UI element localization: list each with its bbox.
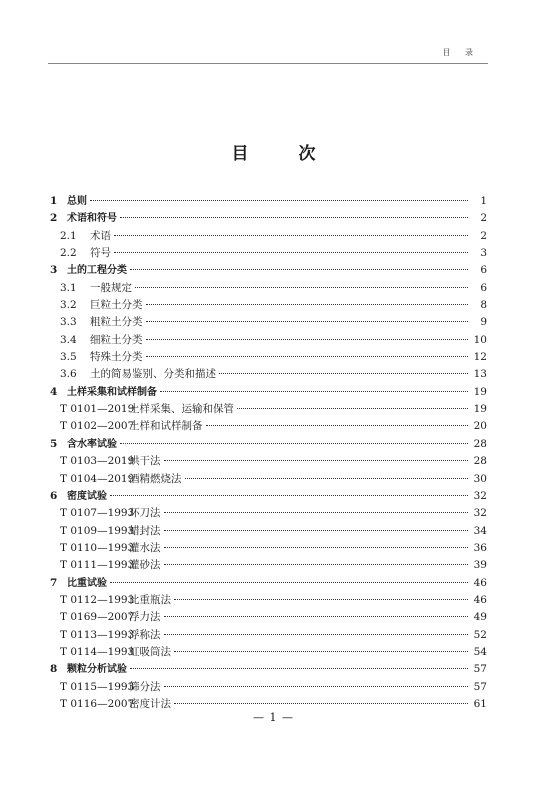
toc-standard-entry[interactable] xyxy=(50,627,487,644)
toc-chapter-entry[interactable] xyxy=(50,488,487,505)
header-rule xyxy=(48,63,488,64)
toc-section-entry[interactable] xyxy=(50,245,487,262)
toc-entry-page: 1 xyxy=(480,195,487,207)
toc-standard-entry[interactable] xyxy=(50,418,487,435)
toc-entry-page: 13 xyxy=(473,368,487,381)
toc-entry-title: 总则 xyxy=(67,196,87,207)
table-of-contents xyxy=(50,193,487,713)
toc-chapter-entry[interactable] xyxy=(50,661,487,678)
toc-entry-page: 2 xyxy=(480,212,487,225)
toc-entry-number: 3.5 xyxy=(60,351,77,364)
dot-leader xyxy=(146,356,469,357)
toc-entry-page: 46 xyxy=(473,593,487,606)
dot-leader xyxy=(146,339,469,340)
toc-entry-number: 3.6 xyxy=(60,368,77,381)
toc-entry-title: 土样采集和试样制备 xyxy=(67,386,157,398)
toc-entry-title: 浮称法 xyxy=(129,628,161,641)
toc-entry-number: 2.1 xyxy=(60,229,77,242)
dot-leader xyxy=(164,530,469,531)
toc-standard-entry[interactable] xyxy=(50,453,487,470)
dot-leader xyxy=(146,304,469,305)
toc-entry-page: 52 xyxy=(473,628,487,641)
page-number: — 1 — xyxy=(253,711,294,724)
toc-entry-number: T 0112—1993 xyxy=(60,593,135,606)
toc-entry-number: T 0102—2007 xyxy=(60,420,135,433)
toc-entry-number: 5 xyxy=(50,437,58,450)
toc-entry-number: T 0113—1993 xyxy=(60,628,135,641)
toc-standard-entry[interactable] xyxy=(50,644,487,661)
running-head: 目 录 xyxy=(442,48,479,57)
toc-standard-entry[interactable] xyxy=(50,540,487,557)
toc-entry-title: 蜡封法 xyxy=(129,524,161,537)
toc-entry-page: 28 xyxy=(473,455,487,468)
toc-entry-title: 烘干法 xyxy=(129,455,161,468)
toc-section-entry[interactable] xyxy=(50,280,487,297)
toc-section-entry[interactable] xyxy=(50,349,487,366)
toc-entry-title: 巨粒土分类 xyxy=(90,299,143,312)
page-title: 目 次 xyxy=(231,144,338,164)
toc-chapter-entry[interactable] xyxy=(50,193,487,210)
toc-entry-title: 含水率试验 xyxy=(67,438,117,450)
toc-entry-page: 19 xyxy=(473,385,487,398)
toc-entry-number: T 0101—2019 xyxy=(60,403,135,416)
toc-entry-number: 3.4 xyxy=(60,333,77,346)
toc-entry-page: 57 xyxy=(473,680,487,693)
toc-entry-title: 粗粒土分类 xyxy=(90,316,143,329)
toc-entry-number: 2.2 xyxy=(60,247,77,260)
dot-leader xyxy=(164,634,469,635)
toc-entry-number: 2 xyxy=(50,212,58,225)
dot-leader xyxy=(130,668,468,669)
toc-entry-page: 19 xyxy=(473,403,487,416)
toc-entry-title: 符号 xyxy=(90,247,111,260)
dot-leader xyxy=(114,235,468,236)
dot-leader xyxy=(164,686,469,687)
dot-leader xyxy=(90,200,468,201)
toc-standard-entry[interactable] xyxy=(50,505,487,522)
toc-entry-title: 土样采集、运输和保管 xyxy=(129,403,234,416)
toc-entry-title: 灌水法 xyxy=(129,541,161,554)
toc-entry-number: T 0107—1993 xyxy=(60,507,135,520)
toc-entry-page: 57 xyxy=(473,663,487,676)
toc-entry-title: 浮力法 xyxy=(129,611,161,624)
toc-entry-title: 土的工程分类 xyxy=(67,265,127,277)
dot-leader xyxy=(219,373,468,374)
toc-standard-entry[interactable] xyxy=(50,471,487,488)
toc-entry-page: 39 xyxy=(473,559,487,572)
toc-entry-title: 术语 xyxy=(90,229,111,242)
dot-leader xyxy=(206,425,469,426)
toc-entry-title: 术语和符号 xyxy=(67,213,117,225)
toc-standard-entry[interactable] xyxy=(50,557,487,574)
toc-entry-title: 土的简易鉴别、分类和描述 xyxy=(90,368,216,381)
dot-leader xyxy=(114,252,468,253)
dot-leader xyxy=(237,408,468,409)
toc-standard-entry[interactable] xyxy=(50,523,487,540)
toc-entry-page: 2 xyxy=(480,229,487,242)
toc-entry-page: 36 xyxy=(473,541,487,554)
toc-entry-page: 3 xyxy=(480,247,487,260)
toc-entry-title: 一般规定 xyxy=(90,281,132,294)
toc-entry-number: 1 xyxy=(50,195,58,207)
toc-section-entry[interactable] xyxy=(50,228,487,245)
toc-entry-title: 密度试验 xyxy=(67,490,107,502)
toc-entry-page: 30 xyxy=(473,472,487,485)
toc-entry-page: 54 xyxy=(473,645,487,658)
dot-leader xyxy=(120,217,468,218)
toc-entry-number: T 0109—1993 xyxy=(60,524,135,537)
toc-entry-page: 46 xyxy=(473,576,487,589)
toc-entry-page: 34 xyxy=(473,524,487,537)
toc-entry-page: 8 xyxy=(480,299,487,312)
dot-leader xyxy=(164,460,469,461)
toc-standard-entry[interactable] xyxy=(50,592,487,609)
dot-leader xyxy=(174,651,468,652)
dot-leader xyxy=(135,287,468,288)
toc-entry-page: 6 xyxy=(480,264,487,277)
toc-entry-number: 3.3 xyxy=(60,316,77,329)
toc-entry-page: 10 xyxy=(473,333,487,346)
toc-section-entry[interactable] xyxy=(50,297,487,314)
toc-entry-page: 49 xyxy=(473,611,487,624)
toc-entry-title: 比重瓶法 xyxy=(129,593,171,606)
toc-entry-number: 4 xyxy=(50,385,58,398)
toc-chapter-entry[interactable] xyxy=(50,262,487,279)
dot-leader xyxy=(110,582,468,583)
toc-entry-number: T 0104—2019 xyxy=(60,472,135,485)
toc-entry-number: 3.1 xyxy=(60,281,77,294)
toc-entry-number: T 0115—1993 xyxy=(60,680,135,693)
dot-leader xyxy=(164,547,469,548)
toc-entry-title: 特殊土分类 xyxy=(90,351,143,364)
toc-entry-title: 酒精燃烧法 xyxy=(129,472,182,485)
toc-entry-title: 比重试验 xyxy=(67,577,107,589)
toc-entry-page: 6 xyxy=(480,281,487,294)
toc-entry-number: T 0110—1993 xyxy=(60,541,135,554)
toc-standard-entry[interactable] xyxy=(50,401,487,418)
dot-leader xyxy=(130,269,468,270)
toc-entry-page: 9 xyxy=(480,316,487,329)
dot-leader xyxy=(146,321,469,322)
toc-section-entry[interactable] xyxy=(50,314,487,331)
toc-entry-number: T 0116—2007 xyxy=(60,697,135,710)
toc-entry-title: 虹吸筒法 xyxy=(129,645,171,658)
toc-entry-number: 8 xyxy=(50,663,58,676)
toc-entry-number: T 0169—2007 xyxy=(60,611,135,624)
dot-leader xyxy=(164,564,469,565)
dot-leader xyxy=(174,703,468,704)
toc-entry-number: 3.2 xyxy=(60,299,77,312)
toc-entry-number: 6 xyxy=(50,489,58,502)
toc-entry-page: 20 xyxy=(473,420,487,433)
toc-entry-number: 3 xyxy=(50,264,58,277)
toc-entry-title: 密度计法 xyxy=(129,697,171,710)
toc-entry-number: T 0114—1993 xyxy=(60,645,135,658)
toc-entry-title: 筛分法 xyxy=(129,680,161,693)
dot-leader xyxy=(164,616,469,617)
toc-entry-page: 28 xyxy=(473,437,487,450)
dot-leader xyxy=(174,599,468,600)
toc-entry-title: 细粒土分类 xyxy=(90,333,143,346)
toc-entry-page: 12 xyxy=(473,351,487,364)
toc-entry-page: 32 xyxy=(473,507,487,520)
toc-standard-entry[interactable] xyxy=(50,679,487,696)
toc-entry-page: 32 xyxy=(473,489,487,502)
toc-entry-number: T 0103—2019 xyxy=(60,455,135,468)
toc-section-entry[interactable] xyxy=(50,366,487,383)
toc-entry-number: T 0111—1993 xyxy=(60,559,135,572)
toc-entry-number: 7 xyxy=(50,576,58,589)
toc-entry-title: 土样和试样制备 xyxy=(129,420,203,433)
toc-chapter-entry[interactable] xyxy=(50,384,487,401)
toc-chapter-entry[interactable] xyxy=(50,436,487,453)
dot-leader xyxy=(164,512,469,513)
toc-chapter-entry[interactable] xyxy=(50,210,487,227)
dot-leader xyxy=(120,443,468,444)
dot-leader xyxy=(110,495,468,496)
toc-entry-page: 61 xyxy=(473,697,487,710)
dot-leader xyxy=(160,391,468,392)
toc-section-entry[interactable] xyxy=(50,332,487,349)
toc-entry-title: 颗粒分析试验 xyxy=(67,664,127,676)
toc-chapter-entry[interactable] xyxy=(50,575,487,592)
toc-entry-title: 环刀法 xyxy=(129,507,161,520)
toc-entry-title: 灌砂法 xyxy=(129,559,161,572)
dot-leader xyxy=(185,478,469,479)
toc-standard-entry[interactable] xyxy=(50,609,487,626)
